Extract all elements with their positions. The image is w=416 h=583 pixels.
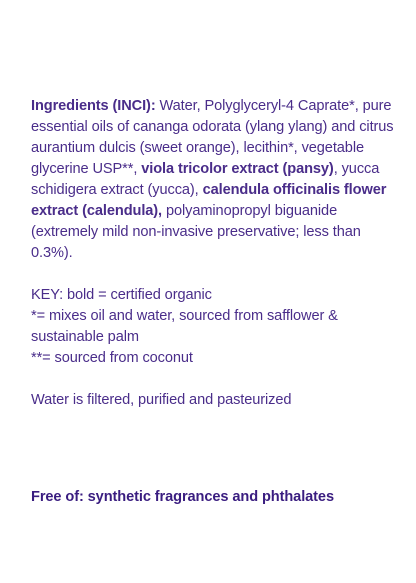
- ingredients-heading: Ingredients (INCI):: [31, 98, 156, 114]
- label-text: [31, 96, 401, 411]
- ingredient-calendula: calendula officinalis flower extract (calendula),: [31, 182, 387, 219]
- ingredients-text-2: , yucca schidigera extract (yucca),: [31, 161, 380, 198]
- water-note: Water is filtered, purified and pasteurized: [31, 392, 292, 408]
- free-of-note: Free of: synthetic fragrances and phthalates: [31, 489, 334, 505]
- key-line-single-star: *= mixes oil and water, sourced from safflower & sustainable palm: [31, 308, 338, 345]
- ingredients-text-3: polyaminopropyl biguanide (extremely mild non-invasive preservative; less than 0.3%).: [31, 203, 361, 261]
- key-line-double-star: **= sourced from coconut: [31, 350, 193, 366]
- ingredient-viola: viola tricolor extract (pansy): [141, 161, 334, 177]
- key-line-bold: KEY: bold = certified organic: [31, 287, 212, 303]
- ingredients-text-1: Water, Polyglyceryl-4 Caprate*, pure essential oils of cananga odorata (ylang ylang) and citrus aurantium dulcis (sweet orange), lecithin*, vegetable glycerine USP**,: [31, 98, 394, 177]
- ingredients-paragraph: [31, 96, 401, 264]
